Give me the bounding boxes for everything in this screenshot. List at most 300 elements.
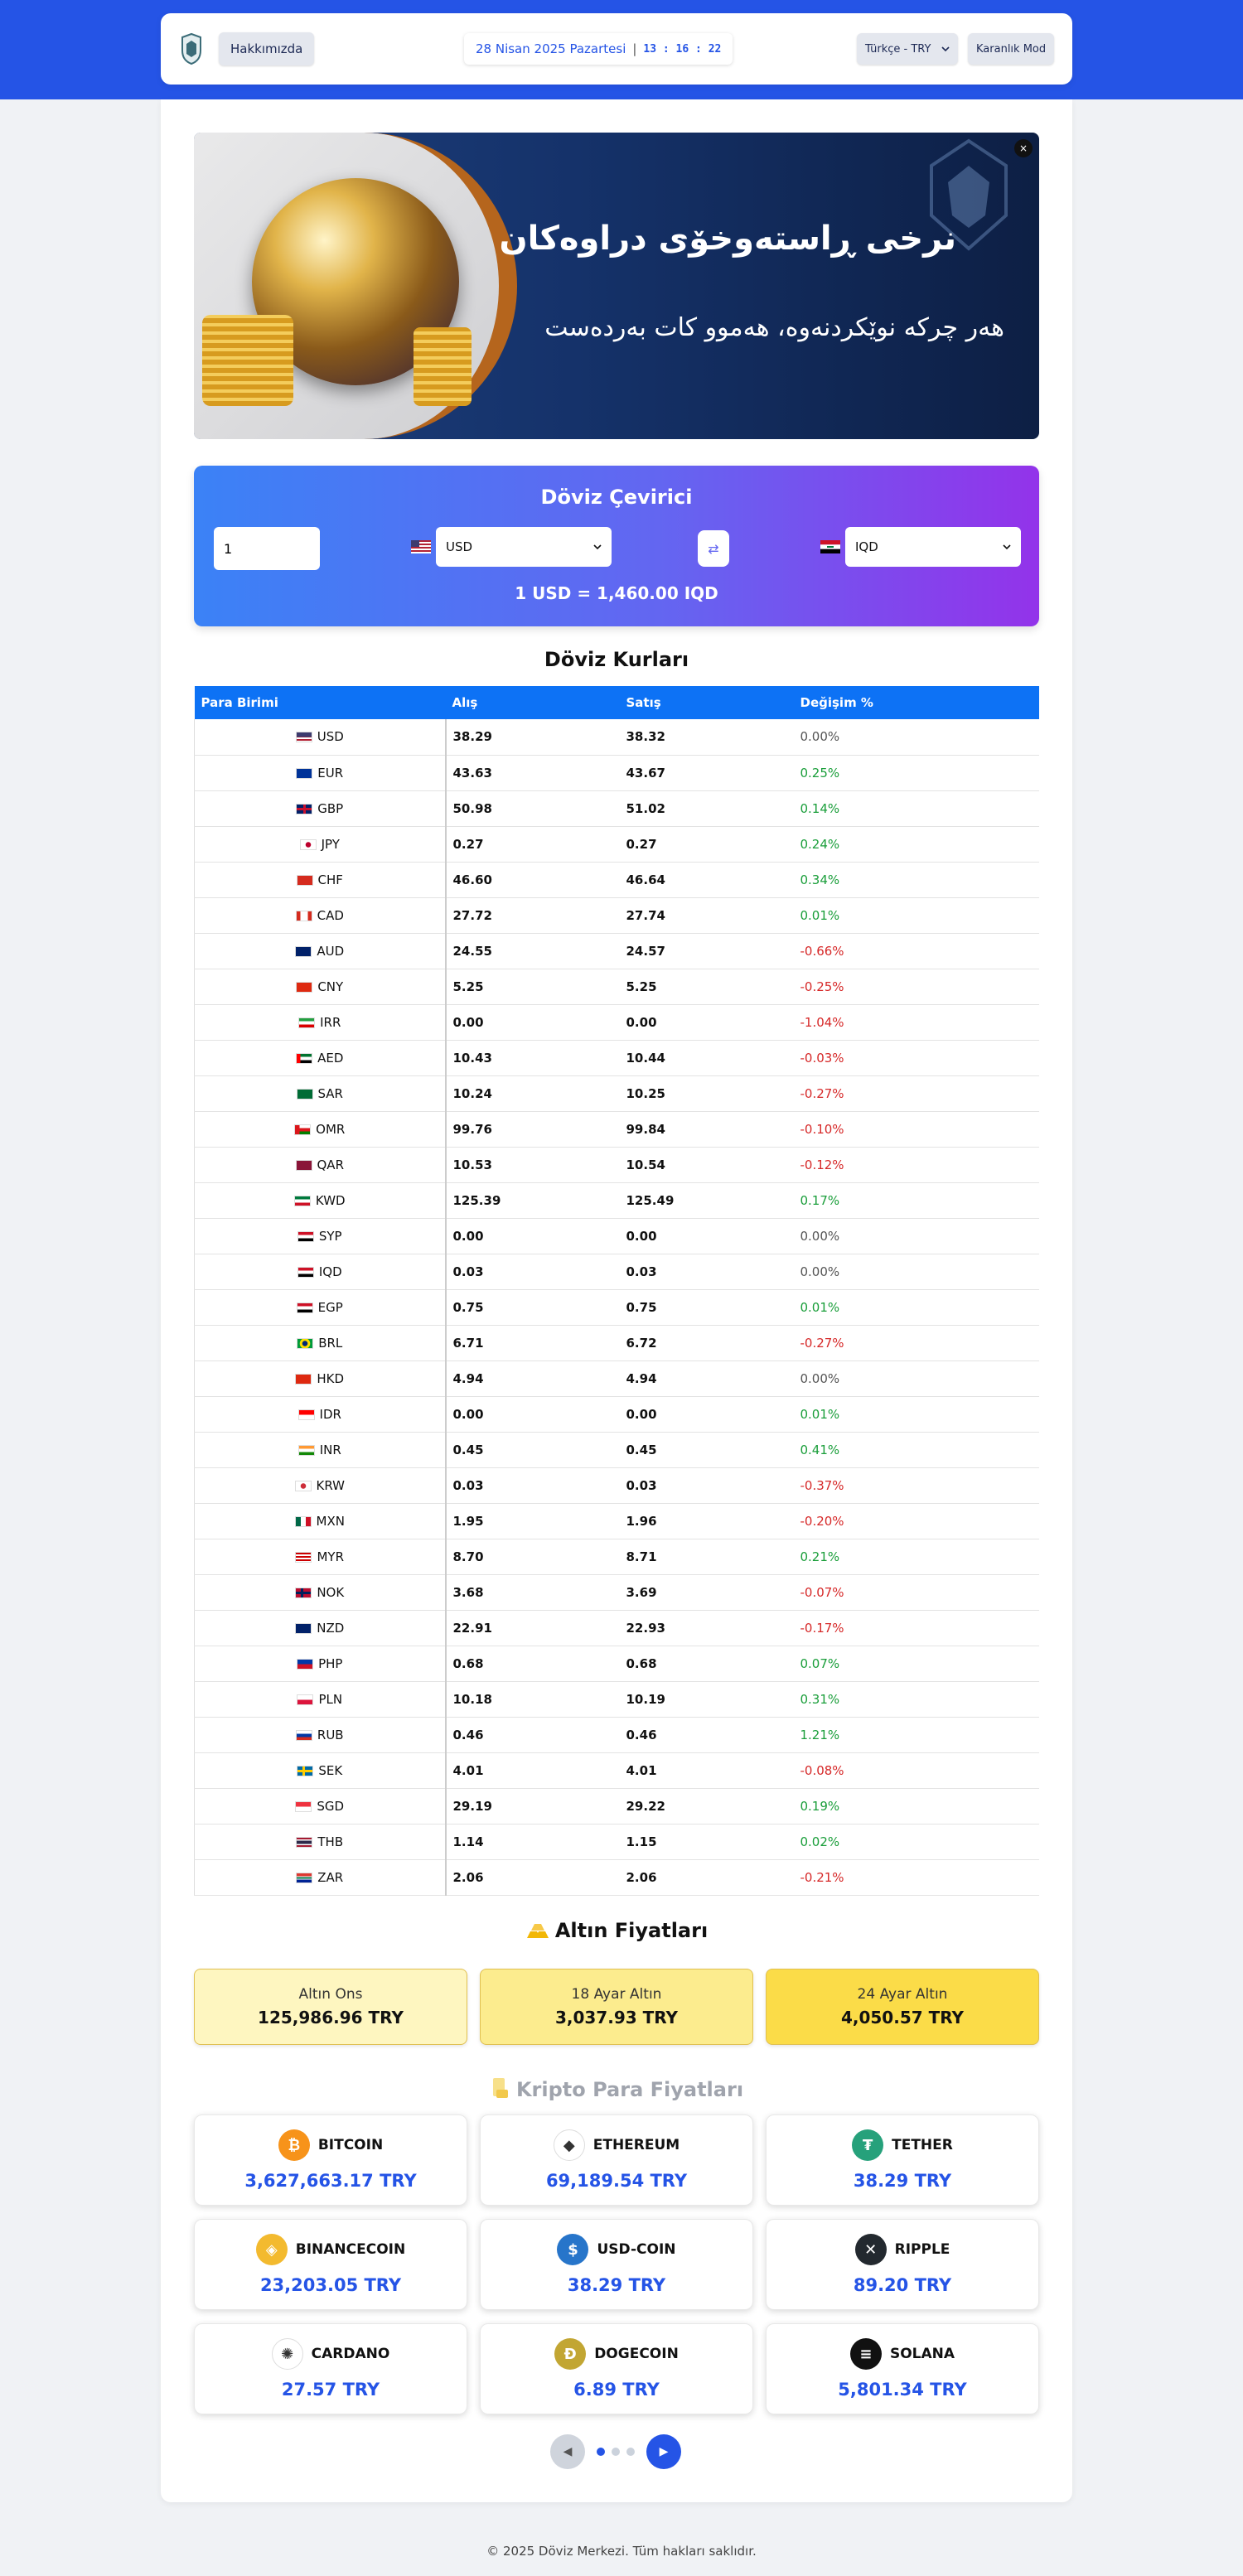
crypto-card-header <box>554 2338 679 2370</box>
coin-icon <box>490 2075 511 2100</box>
sell-cell: 10.54 <box>620 1147 794 1182</box>
gold-card-value: 125,986.96 TRY <box>258 2008 404 2027</box>
crypto-title-text: Kripto Para Fiyatları <box>515 2078 744 2101</box>
currency-cell <box>195 1218 446 1254</box>
table-row <box>195 1360 1040 1396</box>
crypto-name: TETHER <box>892 2137 953 2153</box>
gold-card-value: 3,037.93 TRY <box>554 2008 679 2027</box>
page-dot[interactable] <box>612 2448 620 2456</box>
chf-flag-icon <box>297 875 313 886</box>
currency-cell <box>195 1325 446 1360</box>
tether-icon: ₮ <box>852 2129 883 2161</box>
krw-flag-icon <box>295 1481 312 1491</box>
table-row <box>195 1254 1040 1289</box>
currency-cell <box>195 1859 446 1895</box>
currency-code: EUR <box>317 765 344 781</box>
hkd-flag-icon <box>295 1374 312 1385</box>
buy-cell: 6.71 <box>446 1325 620 1360</box>
to-currency-value: IQD <box>855 539 878 554</box>
rub-flag-icon <box>296 1730 312 1741</box>
gold-bars-icon <box>525 1920 550 1940</box>
currency-cell <box>195 755 446 790</box>
prev-page-button[interactable]: ◀ <box>550 2434 585 2469</box>
crypto-price: 23,203.05 TRY <box>259 2275 402 2295</box>
table-row <box>195 1182 1040 1218</box>
table-row <box>195 1396 1040 1432</box>
syp-flag-icon <box>297 1231 314 1242</box>
dark-mode-button[interactable]: Karanlık Mod <box>968 33 1054 65</box>
sell-cell: 0.45 <box>620 1432 794 1467</box>
change-cell: 0.19% <box>794 1788 1040 1824</box>
buy-cell: 43.63 <box>446 755 620 790</box>
gold-card-label: Altın Ons <box>298 1986 363 2003</box>
date-text: 28 Nisan 2025 Pazartesi <box>476 41 626 56</box>
currency-code: HKD <box>317 1370 345 1386</box>
thb-flag-icon <box>296 1837 312 1848</box>
currency-cell <box>195 1574 446 1610</box>
change-cell: 0.21% <box>794 1539 1040 1574</box>
sar-flag-icon <box>297 1089 313 1100</box>
aud-flag-icon <box>295 946 312 957</box>
sell-cell: 0.03 <box>620 1467 794 1503</box>
currency-code: KWD <box>315 1192 346 1208</box>
currency-code: RUB <box>317 1727 344 1742</box>
crypto-price: 69,189.54 TRY <box>545 2171 688 2191</box>
buy-cell: 3.68 <box>446 1574 620 1610</box>
crypto-name: DOGECOIN <box>594 2346 679 2362</box>
table-row <box>195 1752 1040 1788</box>
change-cell: -0.03% <box>794 1040 1040 1075</box>
currency-code: ZAR <box>317 1869 344 1885</box>
sell-cell: 0.68 <box>620 1646 794 1681</box>
aed-flag-icon <box>296 1053 312 1064</box>
nok-flag-icon <box>295 1588 312 1598</box>
rates-table <box>194 686 1039 1896</box>
change-cell: 0.24% <box>794 826 1040 862</box>
buy-cell: 50.98 <box>446 790 620 826</box>
currency-cell <box>195 1004 446 1040</box>
currency-code: JPY <box>321 836 340 852</box>
brl-flag-icon <box>297 1338 313 1349</box>
currency-code: CAD <box>317 907 344 923</box>
crypto-card[interactable] <box>480 2219 753 2310</box>
currency-code: BRL <box>318 1335 343 1351</box>
buy-cell: 0.45 <box>446 1432 620 1467</box>
banner-title: نرخی ڕاستەوخۆی دراوەکان <box>499 220 956 258</box>
crypto-name: SOLANA <box>889 2346 955 2362</box>
crypto-name: CARDANO <box>311 2346 390 2362</box>
currency-cell <box>195 1396 446 1432</box>
next-page-button[interactable]: ▶ <box>646 2434 681 2469</box>
currency-cell <box>195 969 446 1004</box>
us-flag-icon <box>411 540 431 553</box>
buy-cell: 0.68 <box>446 1646 620 1681</box>
table-row <box>195 1075 1040 1111</box>
currency-code: KRW <box>316 1477 345 1493</box>
currency-code: IRR <box>320 1014 341 1030</box>
sell-cell: 0.75 <box>620 1289 794 1325</box>
idr-flag-icon <box>298 1409 315 1420</box>
currency-cell <box>195 1182 446 1218</box>
change-cell: -0.20% <box>794 1503 1040 1539</box>
currency-code: OMR <box>316 1121 346 1137</box>
currency-code: SGD <box>317 1798 345 1814</box>
footer <box>0 2527 1243 2576</box>
currency-cell <box>195 1503 446 1539</box>
conversion-result: 1 USD = 1,460.00 IQD <box>515 583 718 603</box>
column-header-sell: Satış <box>620 686 794 719</box>
crypto-card-header <box>272 2338 390 2370</box>
currency-code: MXN <box>316 1513 345 1529</box>
crypto-card[interactable] <box>194 2114 467 2206</box>
currency-code: PLN <box>318 1691 343 1707</box>
language-select-value: Türkçe - TRY <box>865 42 931 56</box>
crypto-card-header <box>256 2234 405 2265</box>
nzd-flag-icon <box>295 1623 312 1634</box>
sell-cell: 2.06 <box>620 1859 794 1895</box>
banner-subtitle: هەر چرکە نوێکردنەوە، هەموو کات بەردەست <box>544 313 1004 342</box>
crypto-card-header <box>852 2129 953 2161</box>
change-cell: -0.08% <box>794 1752 1040 1788</box>
coin-stack-image <box>202 315 293 406</box>
currency-cell <box>195 1040 446 1075</box>
crypto-card[interactable] <box>194 2323 467 2414</box>
hero-banner <box>194 133 1039 439</box>
from-currency-value: USD <box>446 539 473 554</box>
currency-cell <box>195 790 446 826</box>
gold-cards <box>194 1969 1039 2045</box>
table-row <box>195 755 1040 790</box>
currency-cell <box>195 1646 446 1681</box>
jpy-flag-icon <box>300 839 317 850</box>
sell-cell: 0.46 <box>620 1717 794 1752</box>
buy-cell: 29.19 <box>446 1788 620 1824</box>
solana-icon: ≡ <box>850 2338 882 2370</box>
sell-cell: 43.67 <box>620 755 794 790</box>
currency-cell <box>195 1788 446 1824</box>
currency-cell <box>195 1075 446 1111</box>
buy-cell: 4.94 <box>446 1360 620 1396</box>
page-dot-active[interactable] <box>597 2448 605 2456</box>
currency-code: USD <box>317 729 344 745</box>
buy-cell: 22.91 <box>446 1610 620 1646</box>
header-bar <box>161 13 1072 85</box>
currency-code: MYR <box>317 1549 345 1564</box>
buy-cell: 0.00 <box>446 1396 620 1432</box>
about-button[interactable]: Hakkımızda <box>219 32 314 65</box>
table-row <box>195 1788 1040 1824</box>
crypto-price: 38.29 TRY <box>567 2275 666 2295</box>
sell-cell: 5.25 <box>620 969 794 1004</box>
dogecoin-icon: Ð <box>554 2338 586 2370</box>
buy-cell: 10.24 <box>446 1075 620 1111</box>
table-row <box>195 1147 1040 1182</box>
column-header-buy: Alış <box>446 686 620 719</box>
gold-title <box>194 1919 1039 1942</box>
sell-cell: 3.69 <box>620 1574 794 1610</box>
crypto-pager <box>550 2434 681 2469</box>
change-cell: 0.14% <box>794 790 1040 826</box>
currency-code: INR <box>319 1442 341 1457</box>
currency-code: IDR <box>319 1406 341 1422</box>
sell-cell: 27.74 <box>620 897 794 933</box>
sell-cell: 24.57 <box>620 933 794 969</box>
footer-text: © 2025 Döviz Merkezi. Tüm hakları saklıdır. <box>486 2544 757 2559</box>
currency-cell <box>195 1254 446 1289</box>
currency-cell <box>195 1717 446 1752</box>
sell-cell: 4.94 <box>620 1360 794 1396</box>
to-currency-select[interactable] <box>845 527 1021 567</box>
change-cell: 0.01% <box>794 897 1040 933</box>
sell-cell: 51.02 <box>620 790 794 826</box>
sell-cell: 29.22 <box>620 1788 794 1824</box>
table-row <box>195 1004 1040 1040</box>
change-cell: 0.00% <box>794 1254 1040 1289</box>
table-row <box>195 1289 1040 1325</box>
currency-code: AUD <box>317 943 345 959</box>
buy-cell: 125.39 <box>446 1182 620 1218</box>
currency-cell <box>195 1824 446 1859</box>
sell-cell: 0.00 <box>620 1396 794 1432</box>
currency-code: QAR <box>317 1157 344 1172</box>
table-row <box>195 1824 1040 1859</box>
sell-cell: 125.49 <box>620 1182 794 1218</box>
sell-cell: 0.00 <box>620 1218 794 1254</box>
cny-flag-icon <box>296 982 312 993</box>
change-cell: 0.07% <box>794 1646 1040 1681</box>
currency-cell <box>195 897 446 933</box>
currency-code: NZD <box>317 1620 345 1636</box>
change-cell: -0.25% <box>794 969 1040 1004</box>
crypto-card[interactable] <box>766 2323 1039 2414</box>
sell-cell: 46.64 <box>620 862 794 897</box>
converter-title: Döviz Çevirici <box>540 486 693 509</box>
sell-cell: 0.00 <box>620 1004 794 1040</box>
language-select[interactable] <box>857 33 958 65</box>
swap-button[interactable]: ⇄ <box>698 530 729 567</box>
table-row <box>195 1717 1040 1752</box>
buy-cell: 5.25 <box>446 969 620 1004</box>
qar-flag-icon <box>296 1160 312 1171</box>
table-row <box>195 1040 1040 1075</box>
usd-coin-icon: $ <box>557 2234 588 2265</box>
currency-code: CNY <box>317 979 344 994</box>
table-row <box>195 1539 1040 1574</box>
table-row <box>195 969 1040 1004</box>
currency-code: AED <box>317 1050 344 1066</box>
change-cell: 0.00% <box>794 1218 1040 1254</box>
kwd-flag-icon <box>294 1196 311 1206</box>
buy-cell: 0.03 <box>446 1467 620 1503</box>
crypto-card[interactable] <box>766 2114 1039 2206</box>
table-row <box>195 719 1040 755</box>
clock-text: 13 : 16 : 22 <box>643 42 722 56</box>
change-cell: -0.10% <box>794 1111 1040 1147</box>
crypto-card-header <box>557 2234 675 2265</box>
change-cell: 0.02% <box>794 1824 1040 1859</box>
coin-stack-image <box>414 327 472 406</box>
gold-card <box>194 1969 467 2045</box>
currency-cell <box>195 719 446 755</box>
column-header-change: Değişim % <box>794 686 1040 719</box>
date-separator: | <box>632 41 637 56</box>
sell-cell: 38.32 <box>620 719 794 755</box>
change-cell: -0.27% <box>794 1325 1040 1360</box>
buy-cell: 99.76 <box>446 1111 620 1147</box>
buy-cell: 0.46 <box>446 1717 620 1752</box>
buy-cell: 38.29 <box>446 719 620 755</box>
buy-cell: 24.55 <box>446 933 620 969</box>
crypto-name: ETHEREUM <box>592 2137 680 2153</box>
main-content <box>161 99 1072 2502</box>
currency-code: EGP <box>317 1299 343 1315</box>
buy-cell: 10.18 <box>446 1681 620 1717</box>
crypto-name: BITCOIN <box>317 2137 384 2153</box>
table-row <box>195 1218 1040 1254</box>
sell-cell: 6.72 <box>620 1325 794 1360</box>
change-cell: -0.21% <box>794 1859 1040 1895</box>
table-row <box>195 1646 1040 1681</box>
table-row <box>195 1325 1040 1360</box>
currency-code: SEK <box>318 1762 343 1778</box>
rates-header-row <box>195 686 1040 719</box>
change-cell: 0.17% <box>794 1182 1040 1218</box>
eur-flag-icon <box>296 768 312 779</box>
gold-title-text: Altın Fiyatları <box>554 1919 709 1942</box>
logo-icon[interactable] <box>179 32 204 65</box>
crypto-card-header <box>855 2234 950 2265</box>
zar-flag-icon <box>296 1873 312 1883</box>
datetime-display <box>464 33 733 65</box>
change-cell: -1.04% <box>794 1004 1040 1040</box>
change-cell: -0.66% <box>794 933 1040 969</box>
currency-cell <box>195 1111 446 1147</box>
crypto-card[interactable] <box>766 2219 1039 2310</box>
crypto-card[interactable] <box>480 2323 753 2414</box>
currency-cell <box>195 826 446 862</box>
currency-cell <box>195 1289 446 1325</box>
crypto-title <box>194 2075 1039 2101</box>
mxn-flag-icon <box>295 1516 312 1527</box>
ripple-icon: ✕ <box>855 2234 887 2265</box>
change-cell: -0.07% <box>794 1574 1040 1610</box>
currency-cell <box>195 862 446 897</box>
amount-input[interactable] <box>214 527 320 570</box>
table-row <box>195 790 1040 826</box>
crypto-grid <box>194 2114 1039 2414</box>
crypto-price: 89.20 TRY <box>853 2275 952 2295</box>
currency-cell <box>195 1681 446 1717</box>
chevron-down-icon <box>593 544 602 550</box>
sek-flag-icon <box>297 1766 313 1776</box>
bitcoin-icon: ₿ <box>278 2129 310 2161</box>
sell-cell: 4.01 <box>620 1752 794 1788</box>
buy-cell: 8.70 <box>446 1539 620 1574</box>
crypto-name: USD-COIN <box>597 2241 676 2258</box>
change-cell: 0.01% <box>794 1396 1040 1432</box>
crypto-price: 38.29 TRY <box>853 2171 952 2191</box>
currency-code: CHF <box>317 872 343 887</box>
sell-cell: 99.84 <box>620 1111 794 1147</box>
currency-cell <box>195 1539 446 1574</box>
table-row <box>195 862 1040 897</box>
crypto-price: 3,627,663.17 TRY <box>244 2171 417 2191</box>
currency-cell <box>195 1432 446 1467</box>
change-cell: 0.34% <box>794 862 1040 897</box>
binancecoin-icon: ◈ <box>256 2234 288 2265</box>
buy-cell: 1.14 <box>446 1824 620 1859</box>
currency-code: SYP <box>318 1228 342 1244</box>
buy-cell: 27.72 <box>446 897 620 933</box>
table-row <box>195 933 1040 969</box>
buy-cell: 10.43 <box>446 1040 620 1075</box>
table-row <box>195 826 1040 862</box>
sell-cell: 8.71 <box>620 1539 794 1574</box>
currency-code: GBP <box>317 800 344 816</box>
gbp-flag-icon <box>296 804 312 814</box>
sell-cell: 10.19 <box>620 1681 794 1717</box>
currency-code: PHP <box>318 1655 343 1671</box>
buy-cell: 4.01 <box>446 1752 620 1788</box>
currency-cell <box>195 1467 446 1503</box>
change-cell: -0.37% <box>794 1467 1040 1503</box>
page-dot[interactable] <box>626 2448 635 2456</box>
currency-cell <box>195 1147 446 1182</box>
crypto-price: 5,801.34 TRY <box>838 2380 967 2400</box>
from-currency-select[interactable] <box>436 527 612 567</box>
ethereum-icon: ◆ <box>554 2129 585 2161</box>
change-cell: -0.27% <box>794 1075 1040 1111</box>
php-flag-icon <box>297 1659 313 1670</box>
currency-cell <box>195 1610 446 1646</box>
crypto-price: 27.57 TRY <box>281 2380 380 2400</box>
table-row <box>195 1503 1040 1539</box>
table-row <box>195 1574 1040 1610</box>
currency-cell <box>195 1360 446 1396</box>
currency-code: SAR <box>317 1085 343 1101</box>
currency-cell <box>195 1752 446 1788</box>
buy-cell: 46.60 <box>446 862 620 897</box>
crypto-card-header <box>850 2338 955 2370</box>
sell-cell: 0.27 <box>620 826 794 862</box>
crypto-card-header <box>554 2129 680 2161</box>
currency-cell <box>195 933 446 969</box>
crypto-name: RIPPLE <box>894 2241 950 2258</box>
crypto-card[interactable] <box>194 2219 467 2310</box>
chevron-down-icon <box>941 46 950 52</box>
omr-flag-icon <box>294 1124 311 1135</box>
egp-flag-icon <box>297 1302 313 1313</box>
currency-code: NOK <box>317 1584 345 1600</box>
change-cell: -0.12% <box>794 1147 1040 1182</box>
crypto-card[interactable] <box>480 2114 753 2206</box>
change-cell: 0.00% <box>794 719 1040 755</box>
gold-card-label: 18 Ayar Altın <box>571 1986 662 2003</box>
crypto-name: BINANCECOIN <box>295 2241 406 2258</box>
change-cell: 0.31% <box>794 1681 1040 1717</box>
change-cell: 0.25% <box>794 755 1040 790</box>
myr-flag-icon <box>295 1552 312 1563</box>
column-header-currency: Para Birimi <box>195 686 446 719</box>
sell-cell: 1.96 <box>620 1503 794 1539</box>
table-row <box>195 1467 1040 1503</box>
buy-cell: 0.03 <box>446 1254 620 1289</box>
iqd-flag-icon <box>297 1267 314 1278</box>
buy-cell: 0.75 <box>446 1289 620 1325</box>
buy-cell: 0.00 <box>446 1004 620 1040</box>
chevron-down-icon <box>1003 544 1011 550</box>
close-icon[interactable]: × <box>1014 139 1033 157</box>
